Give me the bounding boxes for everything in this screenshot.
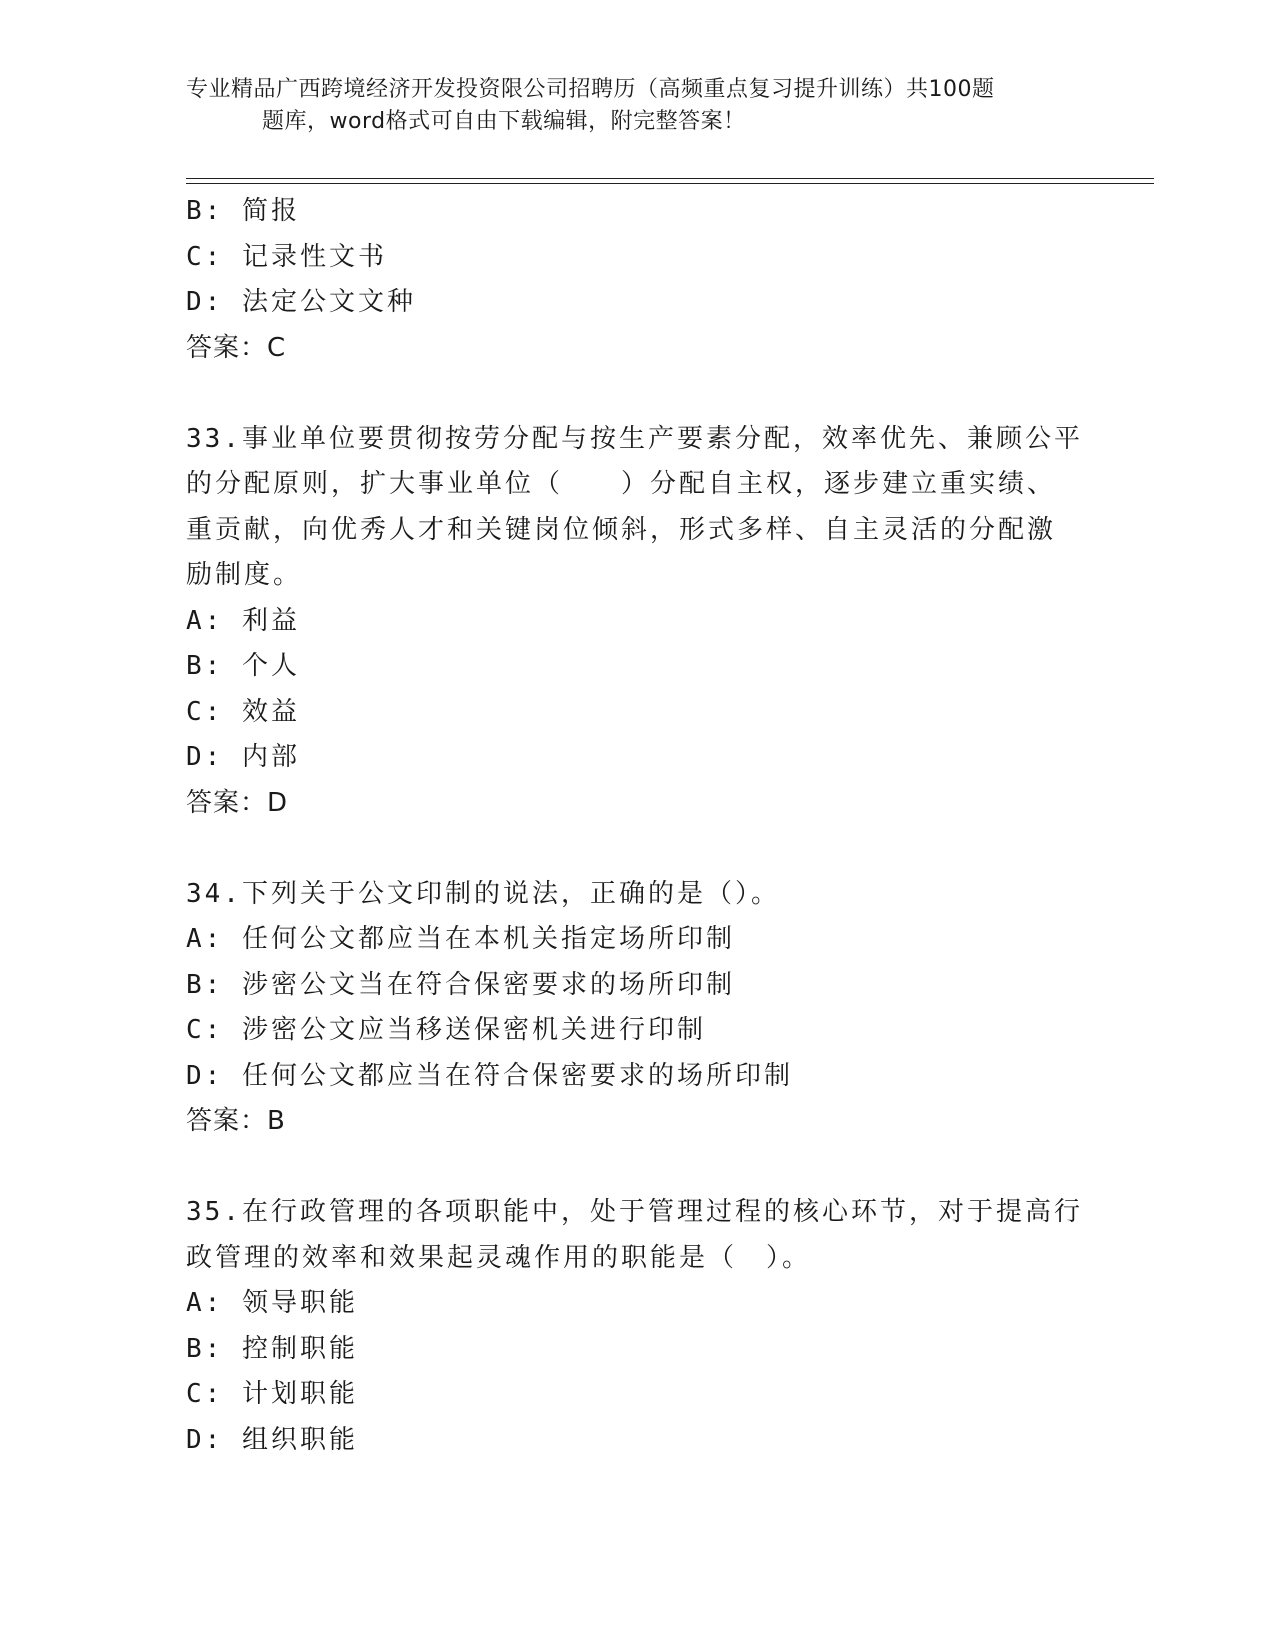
- option-b: B: 简报: [186, 196, 300, 226]
- option-d: D: 内部: [186, 742, 300, 772]
- option-a: A: 领导职能: [186, 1288, 358, 1318]
- question-text-line: 励制度。: [186, 560, 303, 590]
- question-text-line: 34.下列关于公文印制的说法，正确的是（）。: [186, 878, 780, 909]
- question-text-line: 35.在行政管理的各项职能中，处于管理过程的核心环节，对于提高行: [186, 1197, 1083, 1227]
- spacer: [186, 1145, 1086, 1191]
- option-c: C: 计划职能: [186, 1379, 358, 1409]
- question-32-tail: [186, 189, 1086, 371]
- answer-line: 答案：D: [186, 787, 289, 818]
- question-text-line: 重贡献，向优秀人才和关键岗位倾斜，形式多样、自主灵活的分配激: [186, 514, 1057, 545]
- header-title-line-1: 专业精品广西跨境经济开发投资限公司招聘历（高频重点复习提升训练）共100题: [186, 77, 995, 102]
- option-c: C: 记录性文书: [186, 241, 387, 272]
- question-33: [186, 417, 1086, 827]
- spacer: [186, 371, 1086, 417]
- option-b: B: 控制职能: [186, 1333, 358, 1364]
- spacer: [186, 826, 1086, 872]
- header-title-line-2: 题库，word格式可自由下载编辑，附完整答案！: [262, 109, 746, 134]
- question-34: [186, 872, 1086, 1145]
- option-a: A: 利益: [186, 605, 300, 636]
- option-b: B: 个人: [186, 651, 300, 681]
- header-rule-top: [186, 178, 1154, 179]
- option-d: D: 法定公文文种: [186, 287, 416, 317]
- document-header: [186, 74, 1086, 138]
- question-text-line: 政管理的效率和效果起灵魂作用的职能是（ ）。: [186, 1242, 812, 1273]
- option-d: D: 任何公文都应当在符合保密要求的场所印制: [186, 1060, 793, 1091]
- header-rule-bottom: [186, 183, 1154, 184]
- option-d: D: 组织职能: [186, 1424, 358, 1455]
- answer-line: 答案：C: [186, 332, 287, 363]
- option-b: B: 涉密公文当在符合保密要求的场所印制: [186, 969, 735, 1000]
- document-body: [186, 189, 1086, 1463]
- question-35: [186, 1190, 1086, 1463]
- option-a: A: 任何公文都应当在本机关指定场所印制: [186, 924, 735, 954]
- option-c: C: 效益: [186, 696, 300, 727]
- answer-line: 答案：B: [186, 1106, 286, 1136]
- option-c: C: 涉密公文应当移送保密机关进行印制: [186, 1015, 706, 1045]
- question-text-line: 33.事业单位要贯彻按劳分配与按生产要素分配，效率优先、兼顾公平: [186, 423, 1083, 454]
- question-text-line: 的分配原则，扩大事业单位（ ）分配自主权，逐步建立重实绩、: [186, 469, 1057, 499]
